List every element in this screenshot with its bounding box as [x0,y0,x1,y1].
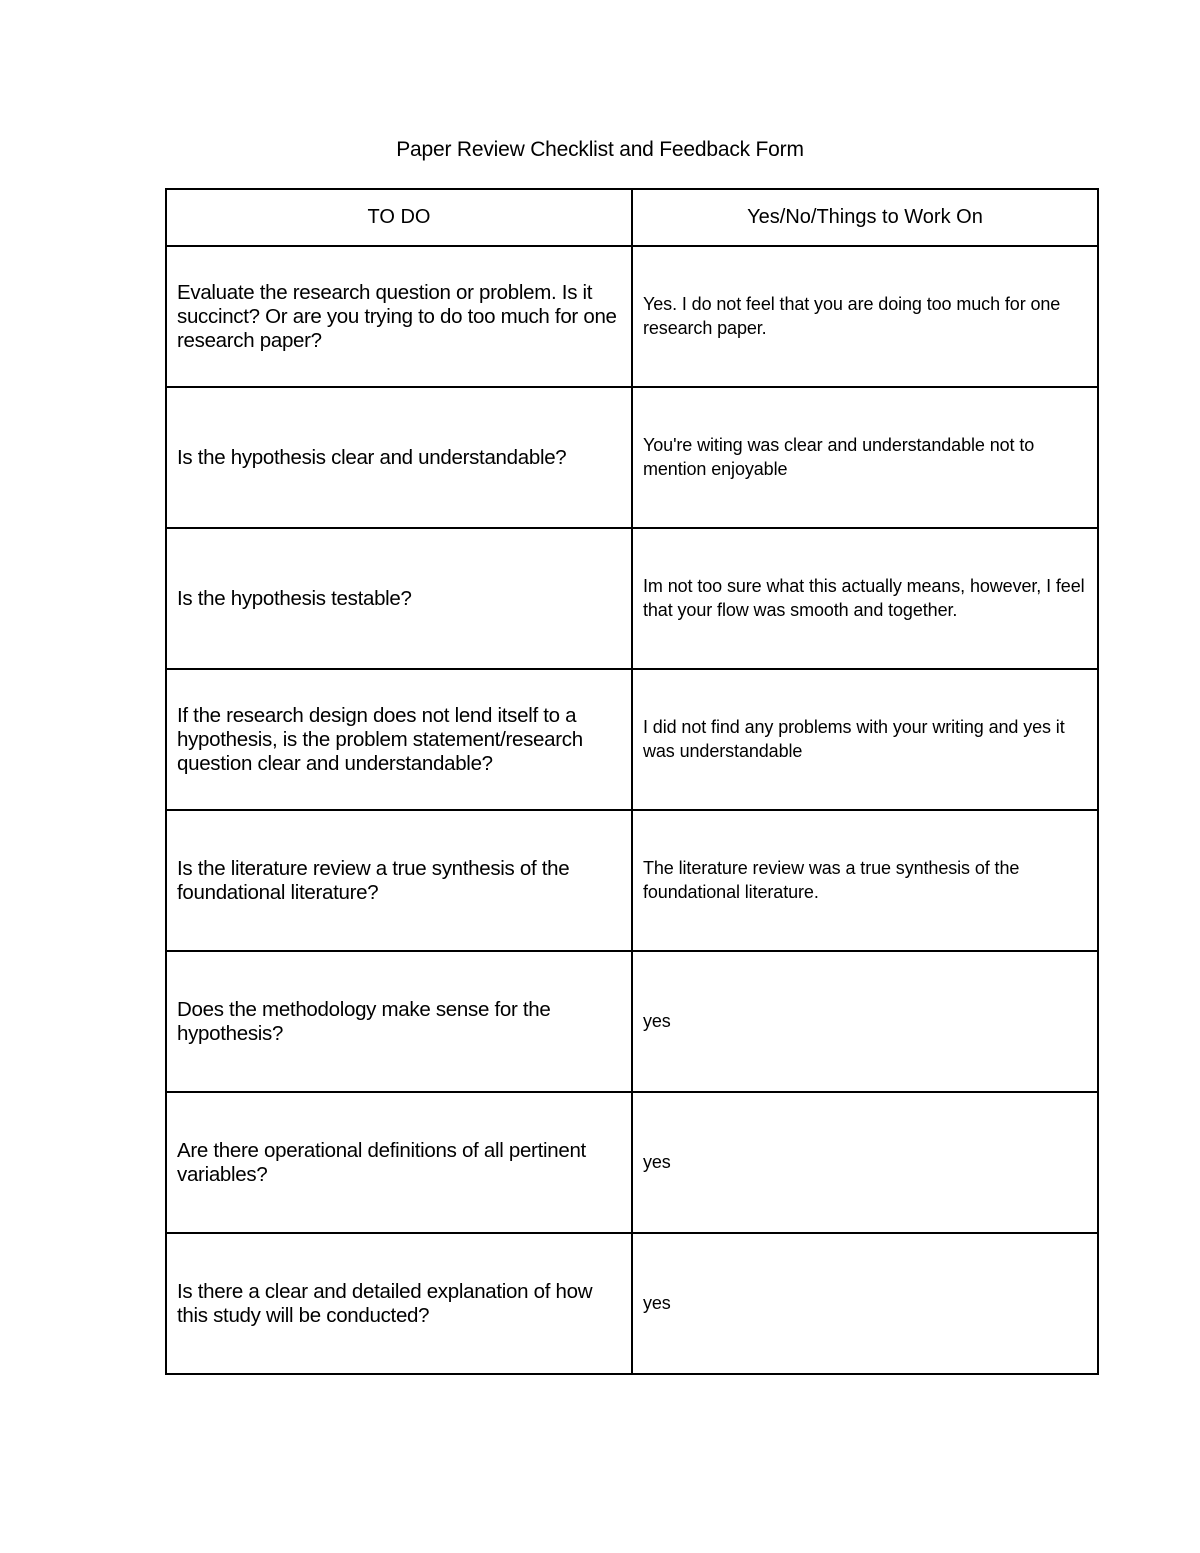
question-text: Does the methodology make sense for the hypothesis? [177,997,551,1045]
answer-text: Im not too sure what this actually means, however, I feel that your flow was smooth and together. [643,576,1085,620]
table-row [166,951,1098,1092]
answer-text: The literature review was a true synthesis of the foundational literature. [643,858,1020,902]
question-cell [166,1092,632,1233]
table-row [166,1092,1098,1233]
table-row [166,1233,1098,1374]
answer-cell [632,1233,1098,1374]
answer-text: yes [643,1292,671,1313]
answer-text: yes [643,1151,671,1172]
question-text: Is the literature review a true synthesis of the foundational literature? [177,856,570,904]
header-feedback: Yes/No/Things to Work On [632,189,1098,246]
answer-cell [632,528,1098,669]
answer-text: You're witing was clear and understandable not to mention enjoyable [643,435,1035,479]
answer-text: I did not find any problems with your writing and yes it was understandable [643,717,1065,761]
table-row [166,810,1098,951]
question-text: Is the hypothesis testable? [177,586,412,610]
answer-text: yes [643,1010,671,1031]
question-cell [166,528,632,669]
question-text: If the research design does not lend itself to a hypothesis, is the problem statement/research question clear and understandable? [177,703,583,775]
answer-cell [632,246,1098,387]
question-text: Is there a clear and detailed explanation of how this study will be conducted? [177,1279,593,1327]
table-row [166,387,1098,528]
page-title: Paper Review Checklist and Feedback Form [396,138,804,161]
table-row [166,669,1098,810]
review-checklist-table [165,188,1099,1375]
question-cell [166,387,632,528]
answer-cell [632,387,1098,528]
question-cell [166,951,632,1092]
answer-text: Yes. I do not feel that you are doing too much for one research paper. [643,294,1061,338]
answer-cell [632,1092,1098,1233]
question-cell [166,810,632,951]
table-row [166,246,1098,387]
table-row [166,528,1098,669]
question-text: Are there operational definitions of all pertinent variables? [177,1138,586,1186]
question-cell [166,1233,632,1374]
header-todo: TO DO [166,189,632,246]
answer-cell [632,951,1098,1092]
question-text: Evaluate the research question or problem. Is it succinct? Or are you trying to do too much for one research paper? [177,280,617,352]
question-text: Is the hypothesis clear and understandable? [177,445,567,469]
table-header-row [166,189,1098,246]
question-cell [166,246,632,387]
question-cell [166,669,632,810]
answer-cell [632,810,1098,951]
answer-cell [632,669,1098,810]
